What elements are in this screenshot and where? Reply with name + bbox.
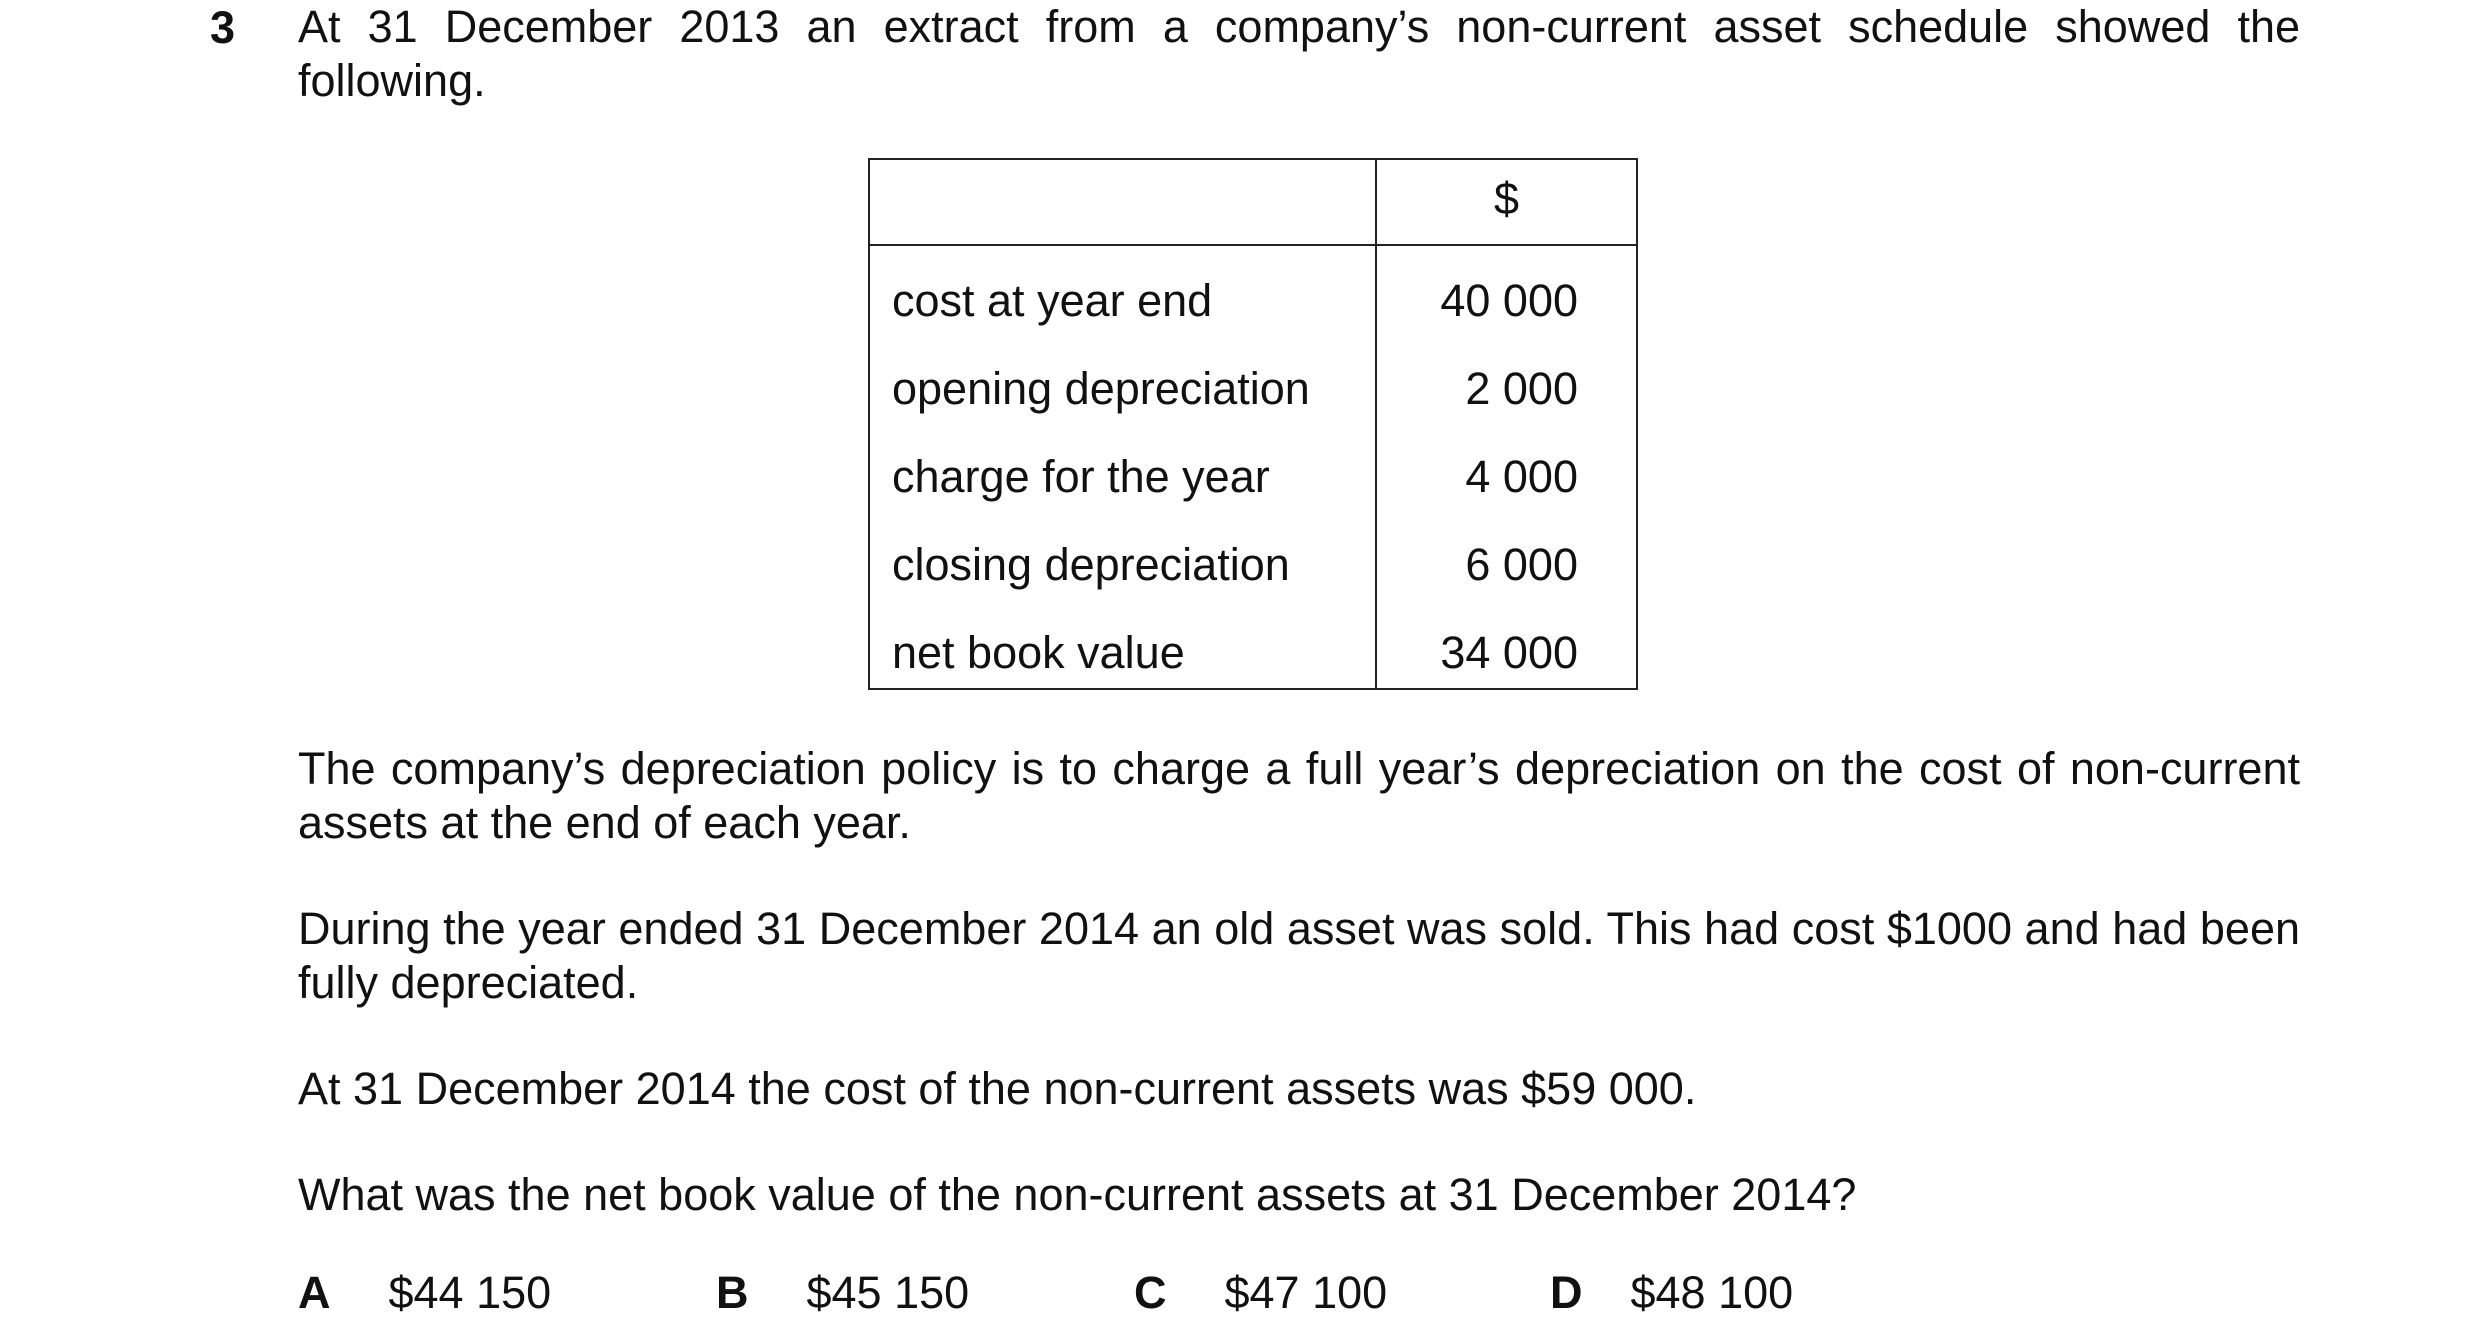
disposal-text: During the year ended 31 December 2014 an old asset was sold. This had cost $1000 and had been fully depreciated.	[298, 903, 2300, 1008]
row-label: closing depreciation	[892, 539, 1290, 590]
option-amount: $45 150	[806, 1267, 970, 1318]
question-intro: At 31 December 2013 an extract from a company’s non-current asset schedule showed the following.	[298, 1, 2300, 106]
question-number: 3	[210, 2, 236, 53]
option-c[interactable]	[1134, 1266, 1387, 1320]
option-a[interactable]	[298, 1266, 551, 1320]
table-row	[870, 450, 1636, 538]
option-amount: $44 150	[388, 1267, 552, 1318]
option-amount: $48 100	[1630, 1267, 1794, 1318]
table-row	[870, 626, 1636, 714]
table-header-currency: $	[1493, 173, 1520, 224]
row-label: opening depreciation	[892, 363, 1310, 414]
row-value: 4 000	[1465, 451, 1578, 502]
option-letter: D	[1550, 1267, 1583, 1318]
table-row	[870, 362, 1636, 450]
table-row	[870, 538, 1636, 626]
table-row	[870, 274, 1636, 362]
asset-schedule-table	[868, 158, 1638, 690]
option-letter: B	[716, 1267, 749, 1318]
answer-options	[0, 1266, 2480, 1326]
row-value: 40 000	[1440, 275, 1578, 326]
row-label: net book value	[892, 627, 1185, 678]
option-letter: C	[1134, 1267, 1167, 1318]
row-label: cost at year end	[892, 275, 1213, 326]
depreciation-policy-text: The company’s depreciation policy is to charge a full year’s depreciation on the cost of non-current assets at the end of each year.	[298, 743, 2300, 848]
option-b[interactable]	[716, 1266, 969, 1320]
option-amount: $47 100	[1224, 1267, 1388, 1318]
row-value: 6 000	[1465, 539, 1578, 590]
question-prompt: What was the net book value of the non-current assets at 31 December 2014?	[298, 1169, 1857, 1220]
row-value: 2 000	[1465, 363, 1578, 414]
table-header-divider	[870, 244, 1636, 246]
row-label: charge for the year	[892, 451, 1270, 502]
option-d[interactable]	[1550, 1266, 1793, 1320]
row-value: 34 000	[1440, 627, 1578, 678]
option-letter: A	[298, 1267, 331, 1318]
cost-2014-text: At 31 December 2014 the cost of the non-current assets was $59 000.	[298, 1063, 1697, 1114]
